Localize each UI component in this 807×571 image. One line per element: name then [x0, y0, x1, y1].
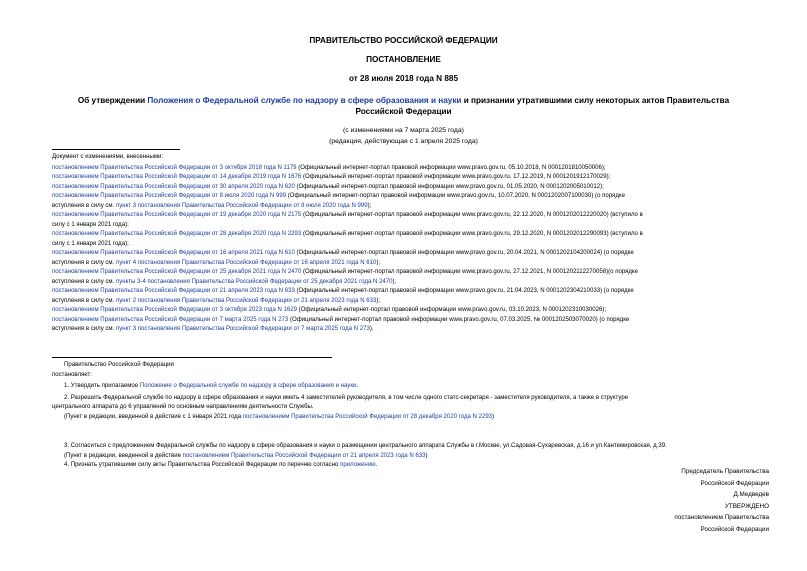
amendment-link[interactable]: постановлением Правительства Российской Федерации от 25 декабря 2021 года N 2470 [52, 269, 302, 275]
clause-3: 3. Согласиться с предложением Федеральной службы по надзору в сфере образования и науки о размещении центрального аппарата Службы в г.Москве, ул.Садовая-Сухаревская, д.16 и ул.Кантемировская, д.39. [64, 443, 667, 449]
document-body [40, 361, 768, 471]
body-resolves: постановляет: [52, 371, 92, 378]
changes-intro: Документ с изменениями, внесенными: [52, 154, 164, 160]
body-preamble: Правительство Российской Федерации [64, 362, 174, 368]
amendment-line: постановлением Правительства Российской Федерации от 19 декабря 2020 года N 2175 (Официальный интернет-портал правовой информации www.pravo.gov.ru, 22.12.2020, N 0001202012220020) (вступило в [52, 212, 643, 218]
clause-2-note: (Пункт в редакции, введенной в действие с 1 января 2021 года постановлением Правительства Российской Федерации от 28 декабря 2020 года N 2293) [64, 413, 495, 420]
clause-4: 4. Признать утратившими силу акты Правительства Российской Федерации по перечню согласно приложению. [64, 462, 378, 468]
amendment-link[interactable]: постановлением Правительства Российской Федерации от 3 октября 2018 года N 1179 [52, 164, 297, 171]
amendment-link[interactable]: постановлением Правительства Российской Федерации от 16 апреля 2021 года N 610 [52, 250, 295, 256]
signature-name: Д.Медведев [733, 491, 769, 498]
approved-by: постановлением Правительства [674, 514, 769, 521]
document-title-line2: Российской Федерации [355, 107, 452, 116]
amendment-link[interactable]: пункт 2 постановления Правительства Российской Федерации от 21 апреля 2023 года N 633 [115, 297, 377, 304]
amendment-line: вступления в силу см. пункт 4 постановления Правительства Российской Федерации от 16 апреля 2021 года N 610); [52, 259, 381, 266]
amendment-link[interactable]: постановлением Правительства Российской Федерации от 30 апреля 2020 года N 620 [52, 183, 295, 190]
amendment-link[interactable]: постановлением Правительства Российской Федерации от 8 июля 2020 года N 999 [52, 193, 287, 199]
divider-top [52, 149, 180, 150]
amendment-line: силу с 1 января 2021 года); [52, 221, 129, 228]
amendment-link[interactable]: постановлением Правительства Российской Федерации от 21 апреля 2023 года N 633 [52, 288, 295, 294]
amendment-line: постановлением Правительства Российской Федерации от 28 декабря 2020 года N 2293 (Официальный интернет-портал правовой информации www.pravo.gov.ru, 29.12.2020, N 0001202012290093) (вступило в [52, 231, 643, 237]
approved-label: УТВЕРЖДЕНО [724, 502, 769, 510]
amendment-line: вступления в силу см. пункт 3 постановления Правительства Российской Федерации от 7 марта 2025 года N 273). [52, 326, 374, 332]
amendment-line: постановлением Правительства Российской Федерации от 25 декабря 2021 года N 2470 (Официальный интернет-портал правовой информации www.pravo.gov.ru, 27.12.2021, N 0001202112270058)(о порядке [52, 269, 639, 275]
amendment-link[interactable]: постановлением Правительства Российской Федерации от 14 декабря 2019 года N 1676 [52, 174, 302, 180]
clause-1: 1. Утвердить прилагаемое Положение о Федеральной службе по надзору в сфере образования и науки. [64, 383, 359, 389]
clause-3-note: (Пункт в редакции, введенной в действие постановлением Правительства Российской Федерации от 21 апреля 2023 года N 633) [64, 452, 428, 459]
amendment-line: постановлением Правительства Российской Федерации от 8 июля 2020 года N 999 (Официальный интернет-портал правовой информации www.pravo.gov.ru, 10.07.2020, N 0001202007100030) (о порядке [52, 193, 625, 199]
amendment-link[interactable]: постановлением Правительства Российской Федерации от 28 декабря 2020 года N 2293 [52, 231, 302, 237]
document-date: от 28 июля 2018 года N 885 [348, 74, 459, 83]
amendment-link[interactable]: постановлением Правительства Российской Федерации от 7 марта 2025 года N 273 [52, 316, 289, 323]
changes-note: (с изменениями на 7 марта 2025 года) [343, 127, 464, 134]
divider-bottom [52, 357, 332, 358]
government-heading: ПРАВИТЕЛЬСТВО РОССИЙСКОЙ ФЕДЕРАЦИИ [309, 36, 498, 45]
amendment-line: силу с 1 января 2021 года); [52, 240, 129, 247]
signature-block [569, 466, 769, 535]
amendment-link[interactable]: постановлением Правительства Российской Федерации от 19 декабря 2020 года N 2175 [52, 212, 302, 218]
title-link[interactable]: Положения о Федеральной службе по надзору в сфере образования и науки [147, 96, 462, 105]
amendment-line: постановлением Правительства Российской Федерации от 3 октября 2023 года N 1629 (Официальный интернет-портал правовой информации www.pravo.gov.ru, 03.10.2023, N 0001202310030026); [52, 307, 606, 313]
amendment-line: вступления в силу см. пункт 3 постановления Правительства Российской Федерации от 8 июля 2020 года N 999); [52, 202, 372, 209]
changes-list [52, 153, 764, 335]
clause-2-cont: центрального аппарата до 6 управлений по основным направлениям деятельности Службы. [52, 404, 314, 410]
clause-2-note-link[interactable]: постановлением Правительства Российской Федерации от 28 декабря 2020 года N 2293 [242, 413, 493, 420]
amendment-line: постановлением Правительства Российской Федерации от 30 апреля 2020 года N 620 (Официальный интернет-портал правовой информации www.pravo.gov.ru, 01.05.2020, N 0001202005010012); [52, 183, 604, 190]
signature-position: Председатель Правительства [681, 468, 769, 475]
document-type: ПОСТАНОВЛЕНИЕ [366, 55, 441, 64]
amendment-line: вступления в силу см. пункт 2 постановления Правительства Российской Федерации от 21 апреля 2023 года N 633); [52, 297, 381, 304]
clause-3-note-link[interactable]: постановлением Правительства Российской Федерации от 21 апреля 2023 года N 633 [182, 452, 426, 459]
regulation-link[interactable]: Положение о Федеральной службе по надзору в сфере образования и науки [139, 383, 357, 389]
amendment-link[interactable]: пункт 3 постановления Правительства Российской Федерации от 8 июля 2020 года N 999 [115, 202, 368, 209]
amendment-line: постановлением Правительства Российской Федерации от 14 декабря 2019 года N 1676 (Официальный интернет-портал правовой информации www.pravo.gov.ru, 17.12.2019, N 0001201912170029); [52, 174, 611, 180]
amendment-link[interactable]: пункт 4 постановления Правительства Российской Федерации от 16 апреля 2021 года N 610 [115, 259, 377, 266]
amendment-line: постановлением Правительства Российской Федерации от 7 марта 2025 года N 273 (Официальный интернет-портал правовой информации www.pravo.gov.ru, 07.03.2025, № 0001202503070020) (о порядке [52, 316, 630, 323]
amendment-line: постановлением Правительства Российской Федерации от 16 апреля 2021 года N 610 (Официальный интернет-портал правовой информации www.pravo.gov.ru, 20.04.2021, N 0001202104200024) (о порядке [52, 250, 634, 256]
amendment-link[interactable]: пункты 3-4 постановления Правительства Российской Федерации от 25 декабря 2021 года N 2470 [115, 278, 393, 285]
signature-country: Российской Федерации [700, 479, 769, 487]
amendment-line: постановлением Правительства Российской Федерации от 21 апреля 2023 года N 633 (Официальный интернет-портал правовой информации www.pravo.gov.ru, 21.04.2023, N 0001202304210033) (о порядке [52, 288, 634, 294]
title-pre: Об утверждении [77, 96, 148, 105]
approved-country: Российской Федерации [700, 525, 769, 533]
annex-link[interactable]: приложению [340, 462, 376, 468]
amendment-line: вступления в силу см. пункты 3-4 постановления Правительства Российской Федерации от 25 декабря 2021 года N 2470); [52, 278, 397, 285]
document-title [0, 96, 807, 105]
amendment-link[interactable]: пункт 3 постановления Правительства Российской Федерации от 7 марта 2025 года N 273 [115, 326, 370, 332]
amendment-line: постановлением Правительства Российской Федерации от 3 октября 2018 года N 1179 (Официальный интернет-портал правовой информации www.pravo.gov.ru, 05.10.2018, N 0001201810050006); [52, 164, 606, 171]
title-post: и признании утратившими силу некоторых актов Правительства [461, 96, 730, 105]
amendment-link[interactable]: постановлением Правительства Российской Федерации от 3 октября 2023 года N 1629 [52, 307, 297, 313]
edition-note: (редакция, действующая с 1 апреля 2025 года) [329, 138, 478, 145]
clause-2: 2. Разрешить Федеральной службе по надзору в сфере образования и науки иметь 4 заместителей руководителя, в том числе одного статс-секретаря - заместителя руководителя, а также в структуре [64, 394, 629, 401]
